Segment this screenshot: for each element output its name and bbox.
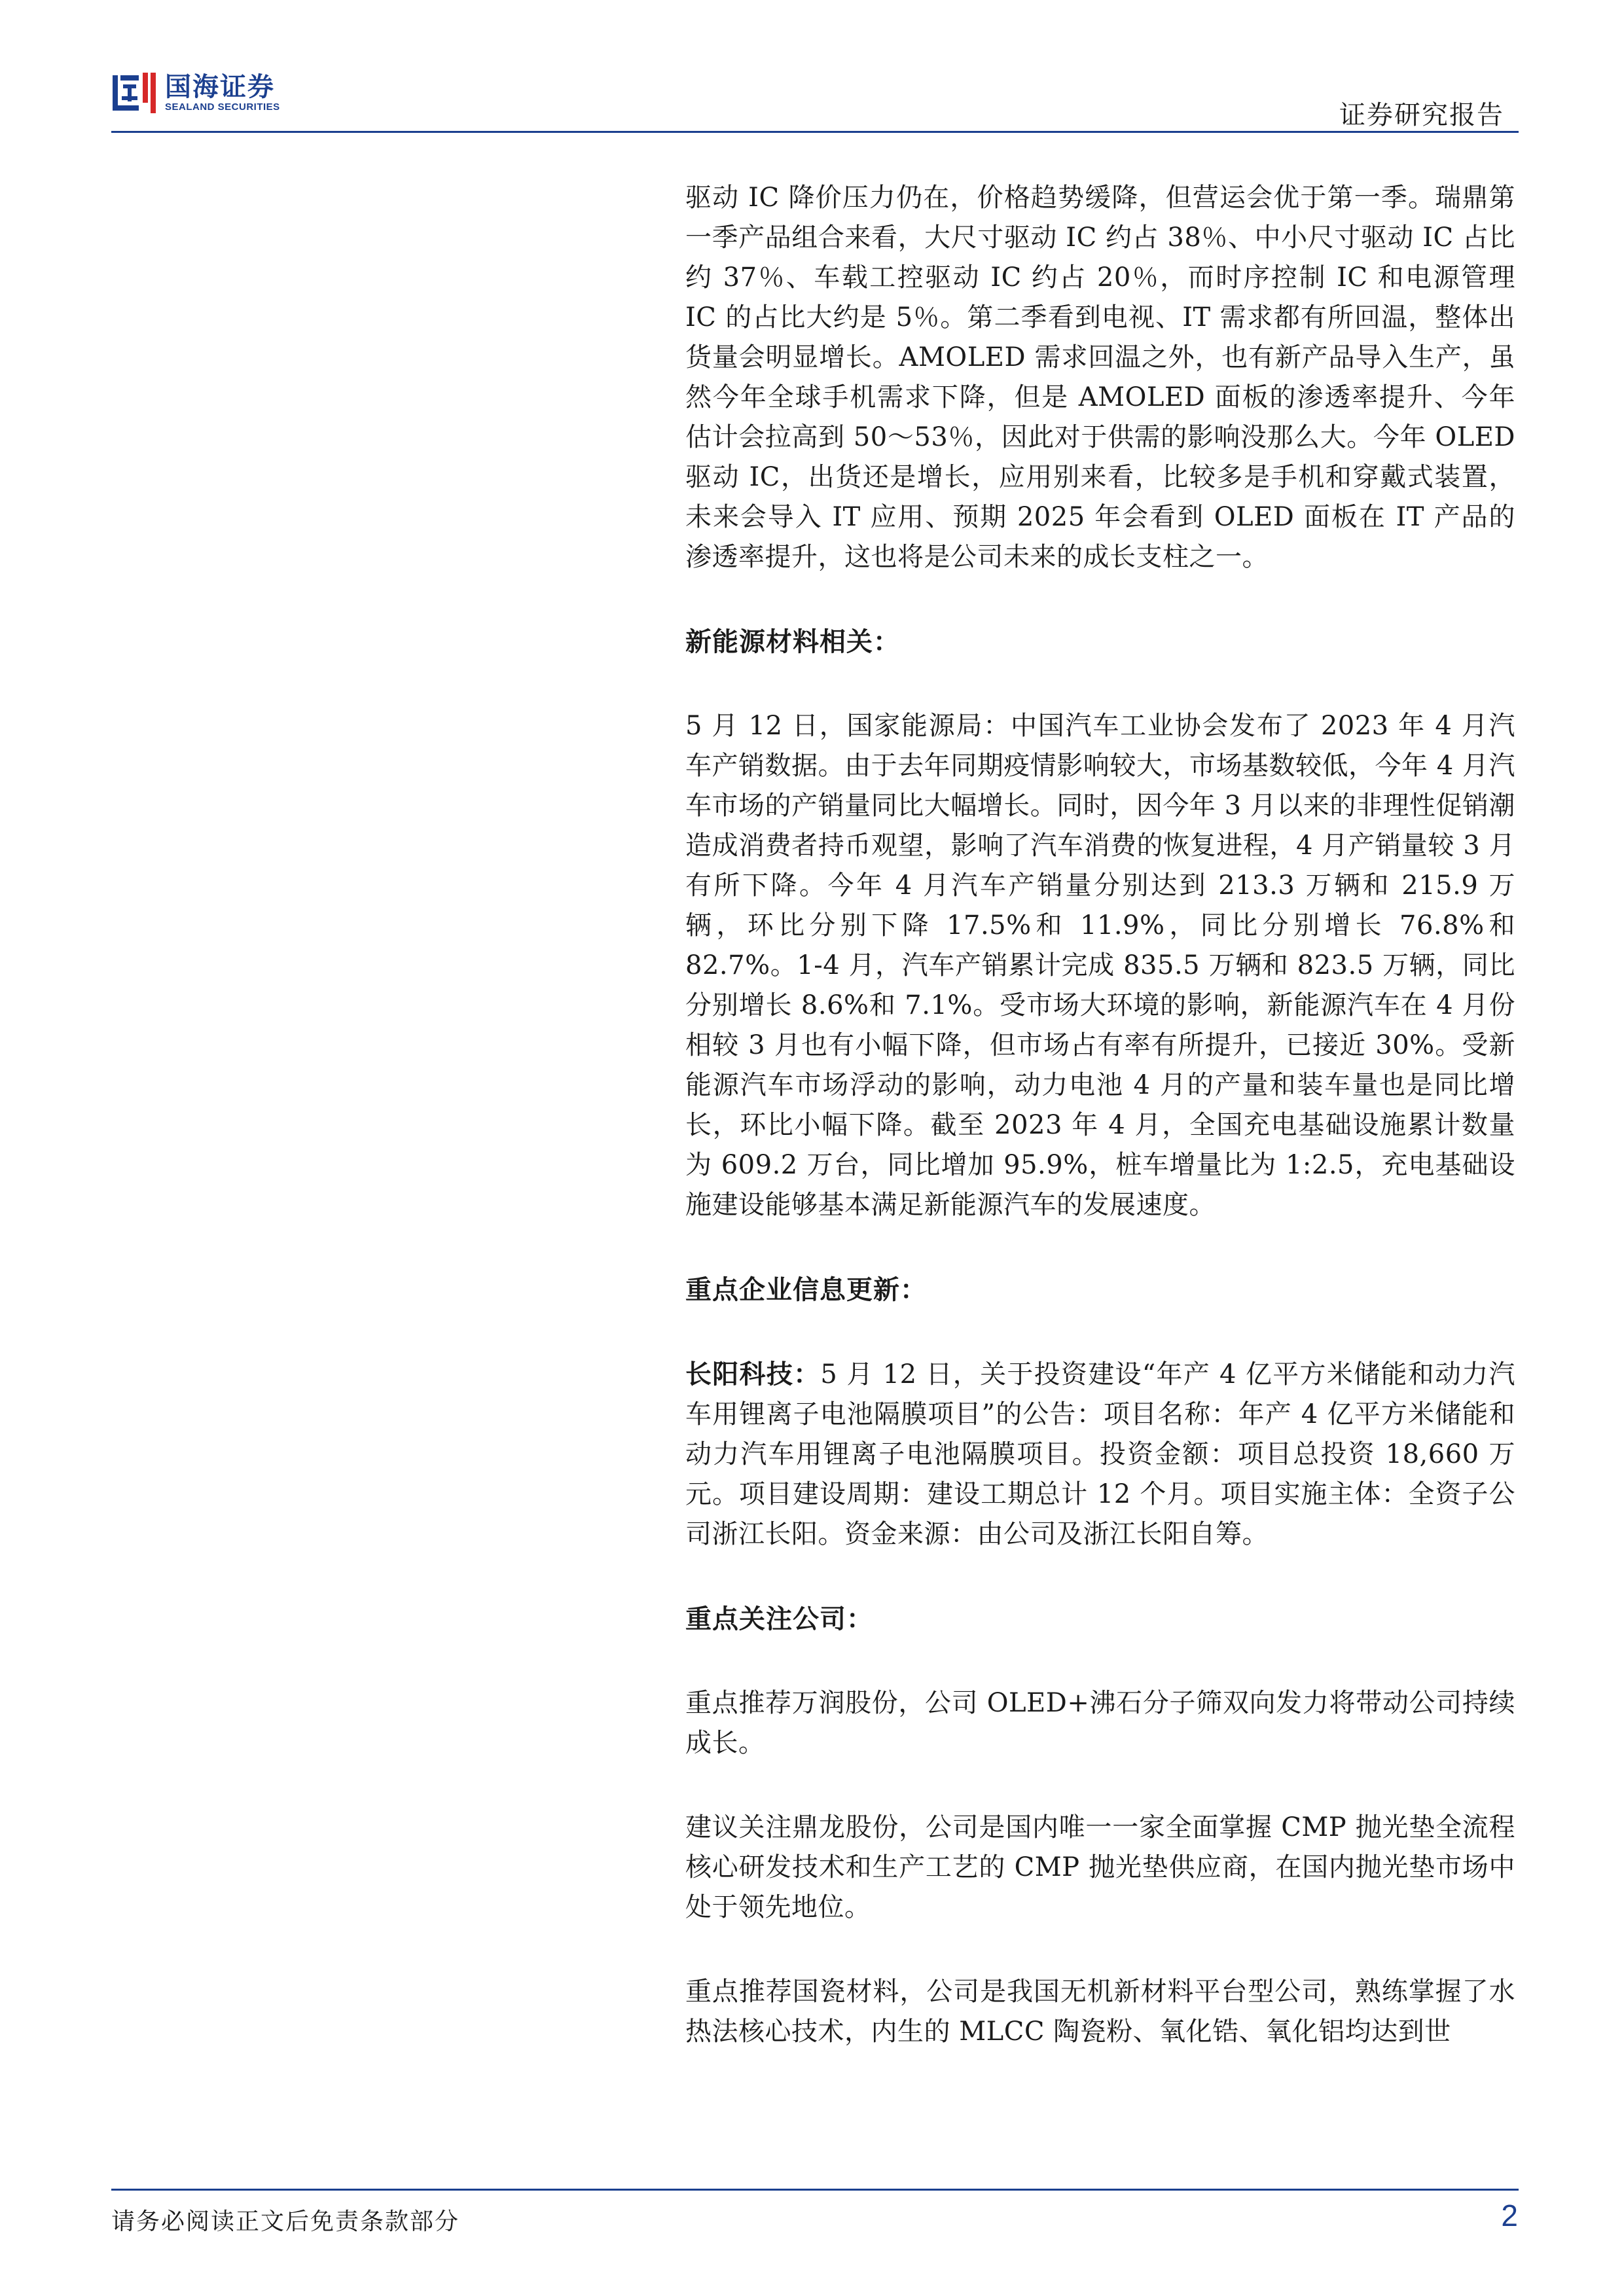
company-name-changyang: 长阳科技： [685, 1359, 821, 1390]
page-number: 2 [1501, 2198, 1518, 2233]
header-divider [111, 131, 1519, 133]
report-type-label: 证券研究报告 [1339, 100, 1504, 130]
paragraph-guoci: 重点推荐国瓷材料，公司是我国无机新材料平台型公司，熟练掌握了水热法核心技术，内生的 MLCC 陶瓷粉、氧化锆、氧化铝均达到世 [685, 1977, 1515, 2047]
sealand-logo [111, 67, 280, 119]
paragraph-driver-ic: 驱动 IC 降价压力仍在，价格趋势缓降，但营运会优于第一季。瑞鼎第一季产品组合来看，大尺寸驱动 IC 约占 38％、中小尺寸驱动 IC 占比约 37％、车载工控驱动 IC 约占 20％，而时序控制 IC 和电源管理 IC 的占比大约是 5％。第二季看到电视、IT 需求都有所回温，整体出货量会明显增长。AMOLED 需求回温之外，也有新产品导入生产，虽然今年全球手机需求下降，但是 AMOLED 面板的渗透率提升、今年估计会拉高到 50～53％，因此对于供需的影响没那么大。今年 OLED 驱动 IC，出货还是增长，应用别来看，比较多是手机和穿戴式装置，未来会导入 IT 应用、预期 2025 年会看到 OLED 面板在 IT 产品的渗透率提升，这也将是公司未来的成长支柱之一。 [685, 183, 1515, 572]
logo-english-name: SEALAND SECURITIES [165, 101, 280, 113]
logo-chinese-name: 国海证券 [165, 72, 275, 102]
paragraph-auto-sales: 5 月 12 日，国家能源局：中国汽车工业协会发布了 2023 年 4 月汽车产销数据。由于去年同期疫情影响较大，市场基数较低，今年 4 月汽车市场的产销量同比大幅增长。同时，因今年 3 月以来的非理性促销潮造成消费者持币观望，影响了汽车消费的恢复进程，4 月产销量较 3 月有所下降。今年 4 月汽车产销量分别达到 213.3 万辆和 215.9 万辆，环比分别下降 17.5%和 11.9%，同比分别增长 76.8%和 82.7%。1-4 月，汽车产销累计完成 835.5 万辆和 823.5 万辆，同比分别增长 8.6%和 7.1%。受市场大环境的影响，新能源汽车在 4 月份相较 3 月也有小幅下降，但市场占有率有所提升，已接近 30%。受新能源汽车市场浮动的影响，动力电池 4 月的产量和装车量也是同比增长，环比小幅下降。截至 2023 年 4 月，全国充电基础设施累计数量为 609.2 万台，同比增加 95.9%，桩车增量比为 1:2.5，充电基础设施建设能够基本满足新能源汽车的发展速度。 [685, 711, 1515, 1220]
sealand-logo-icon [111, 70, 157, 116]
paragraph-changyang [685, 1354, 1515, 1554]
paragraph-dinglong: 建议关注鼎龙股份，公司是国内唯一一家全面掌握 CMP 抛光垫全流程核心研发技术和生产工艺的 CMP 抛光垫供应商，在国内抛光垫市场中处于领先地位。 [685, 1812, 1515, 1922]
heading-key-watch-companies: 重点关注公司： [685, 1604, 873, 1634]
footer-disclaimer: 请务必阅读正文后免责条款部分 [111, 2208, 460, 2235]
changyang-update-text: 5 月 12 日，关于投资建设“年产 4 亿平方米储能和动力汽车用锂离子电池隔膜项目”的公告：项目名称：年产 4 亿平方米储能和动力汽车用锂离子电池隔膜项目。投资金额：项目总投资 18,660 万元。项目建设周期：建设工期总计 12 个月。项目实施主体：全资子公司浙江长阳。资金来源：由公司及浙江长阳自筹。 [685, 1359, 1515, 1549]
page-header [111, 63, 1519, 135]
heading-key-company-updates: 重点企业信息更新： [685, 1274, 927, 1305]
main-content [685, 178, 1515, 2096]
heading-new-energy-materials: 新能源材料相关： [685, 626, 900, 657]
footer-divider [111, 2189, 1519, 2191]
paragraph-wanrun: 重点推荐万润股份，公司 OLED+沸石分子筛双向发力将带动公司持续成长。 [685, 1688, 1515, 1758]
